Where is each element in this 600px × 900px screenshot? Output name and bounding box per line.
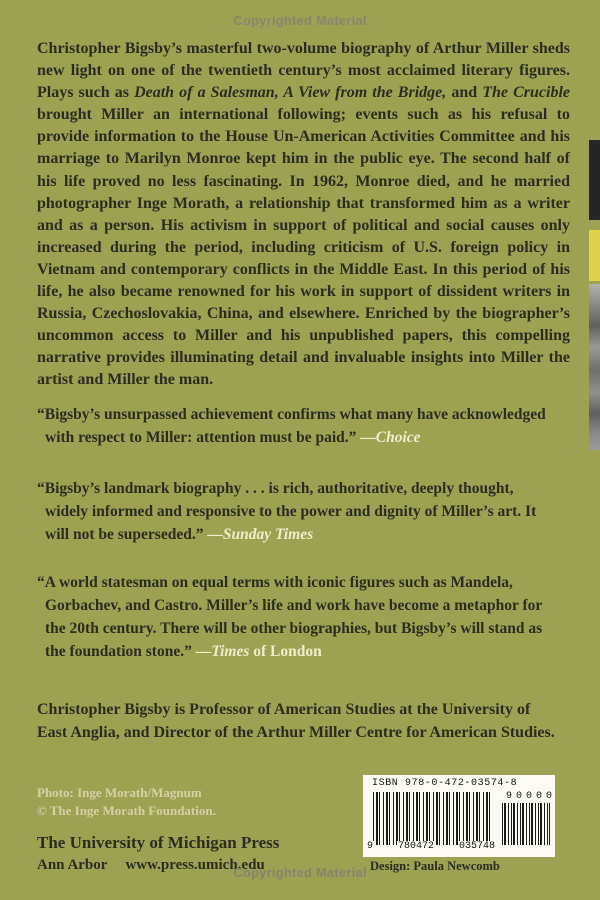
review-quote-sunday-times bbox=[37, 477, 552, 546]
ean-addon-barcode bbox=[502, 791, 557, 845]
ean-barcode-digits bbox=[366, 841, 496, 852]
front-cover-edge-black-sliver bbox=[589, 140, 600, 220]
quote-attribution bbox=[207, 526, 313, 543]
front-cover-edge-photo-sliver bbox=[589, 284, 600, 450]
quote-attribution bbox=[196, 643, 322, 660]
photo-credit bbox=[37, 784, 216, 820]
ean-addon-digits: 90000 bbox=[506, 791, 557, 802]
ean-digit-group: 035748 bbox=[458, 841, 495, 852]
isbn-number: ISBN 978-0-472-03574-8 bbox=[372, 778, 518, 789]
isbn-barcode-panel bbox=[363, 775, 555, 857]
quote-text: “Bigsby’s unsurpassed achievement confirms what many have acknowledged with respect to Miller: attention must be paid.” bbox=[37, 406, 546, 446]
publisher-name: The University of Michigan Press bbox=[37, 833, 280, 852]
front-cover-edge-yellow-sliver bbox=[589, 230, 600, 281]
ean-addon-bars bbox=[502, 803, 550, 845]
copyrighted-material-bottom: Copyrighted Material bbox=[233, 865, 367, 880]
attribution-source-suffix: of London bbox=[249, 643, 322, 660]
publisher-city: Ann Arbor bbox=[37, 857, 108, 873]
photo-credit-line1: Photo: Inge Morath/Magnum bbox=[37, 785, 202, 800]
ean-digit-group: 9 bbox=[367, 841, 374, 852]
book-description: Christopher Bigsby’s masterful two-volume biography of Arthur Miller sheds new light on one of the twentieth century’s most acclaimed literary figures. Plays such as Death of a Salesman, A View from the Bridge, and The Crucible brought Miller an international following; events such as his refusal to provide information to the House Un-American Activities Committee and his marriage to Marilyn Monroe kept him in the public eye. The second half of his life proved no less fascinating. In 1962, Monroe died, and he married photographer Inge Morath, a relationship that transformed him as a writer and as a person. His activism in support of political and social causes only increased during the period, including criticism of U.S. foreign policy in Vietnam and contemporary conflicts in the Middle East. In this period of his life, he also became renowned for his work in support of dissident writers in Russia, Czechoslovakia, China, and elsewhere. Enriched by the biographer’s uncommon access to Miller and his unpublished papers, this compelling narrative provides illuminating detail and invaluable insights into Miller the artist and Miller the man. bbox=[37, 40, 571, 389]
attribution-dash: — bbox=[207, 526, 223, 543]
design-credit: Design: Paula Newcomb bbox=[370, 859, 500, 873]
quote-text: “Bigsby’s landmark biography . . . is rich, authoritative, deeply thought, widely informed and responsive to the power and dignity of Miller’s art. It will not be superseded.” bbox=[37, 480, 537, 543]
attribution-source: Sunday Times bbox=[222, 526, 314, 543]
attribution-dash: — bbox=[360, 429, 376, 446]
copyrighted-material-top: Copyrighted Material bbox=[233, 13, 367, 28]
ean-digit-group: 780472 bbox=[397, 841, 434, 852]
author-bio: Christopher Bigsby is Professor of American Studies at the University of East Anglia, and Director of the Arthur Miller Centre for American Studies. bbox=[37, 701, 555, 741]
photo-credit-line2: © The Inge Morath Foundation. bbox=[37, 803, 216, 818]
quote-attribution bbox=[360, 429, 420, 446]
review-quote-choice bbox=[37, 403, 552, 449]
review-quote-times-of-london bbox=[37, 571, 552, 663]
ean-barcode-bars bbox=[373, 792, 491, 845]
attribution-dash: — bbox=[195, 643, 212, 660]
quote-text: “A world statesman on equal terms with iconic figures such as Mandela, Gorbachev, and Castro. Miller’s life and work have become a metaphor for the 20th century. There will be other biographies, but Bigsby’s will stand as the foundation stone.” bbox=[37, 574, 543, 660]
attribution-source: Times bbox=[211, 643, 250, 660]
attribution-source: Choice bbox=[375, 429, 421, 446]
publisher-url: www.press.umich.edu bbox=[125, 857, 265, 873]
